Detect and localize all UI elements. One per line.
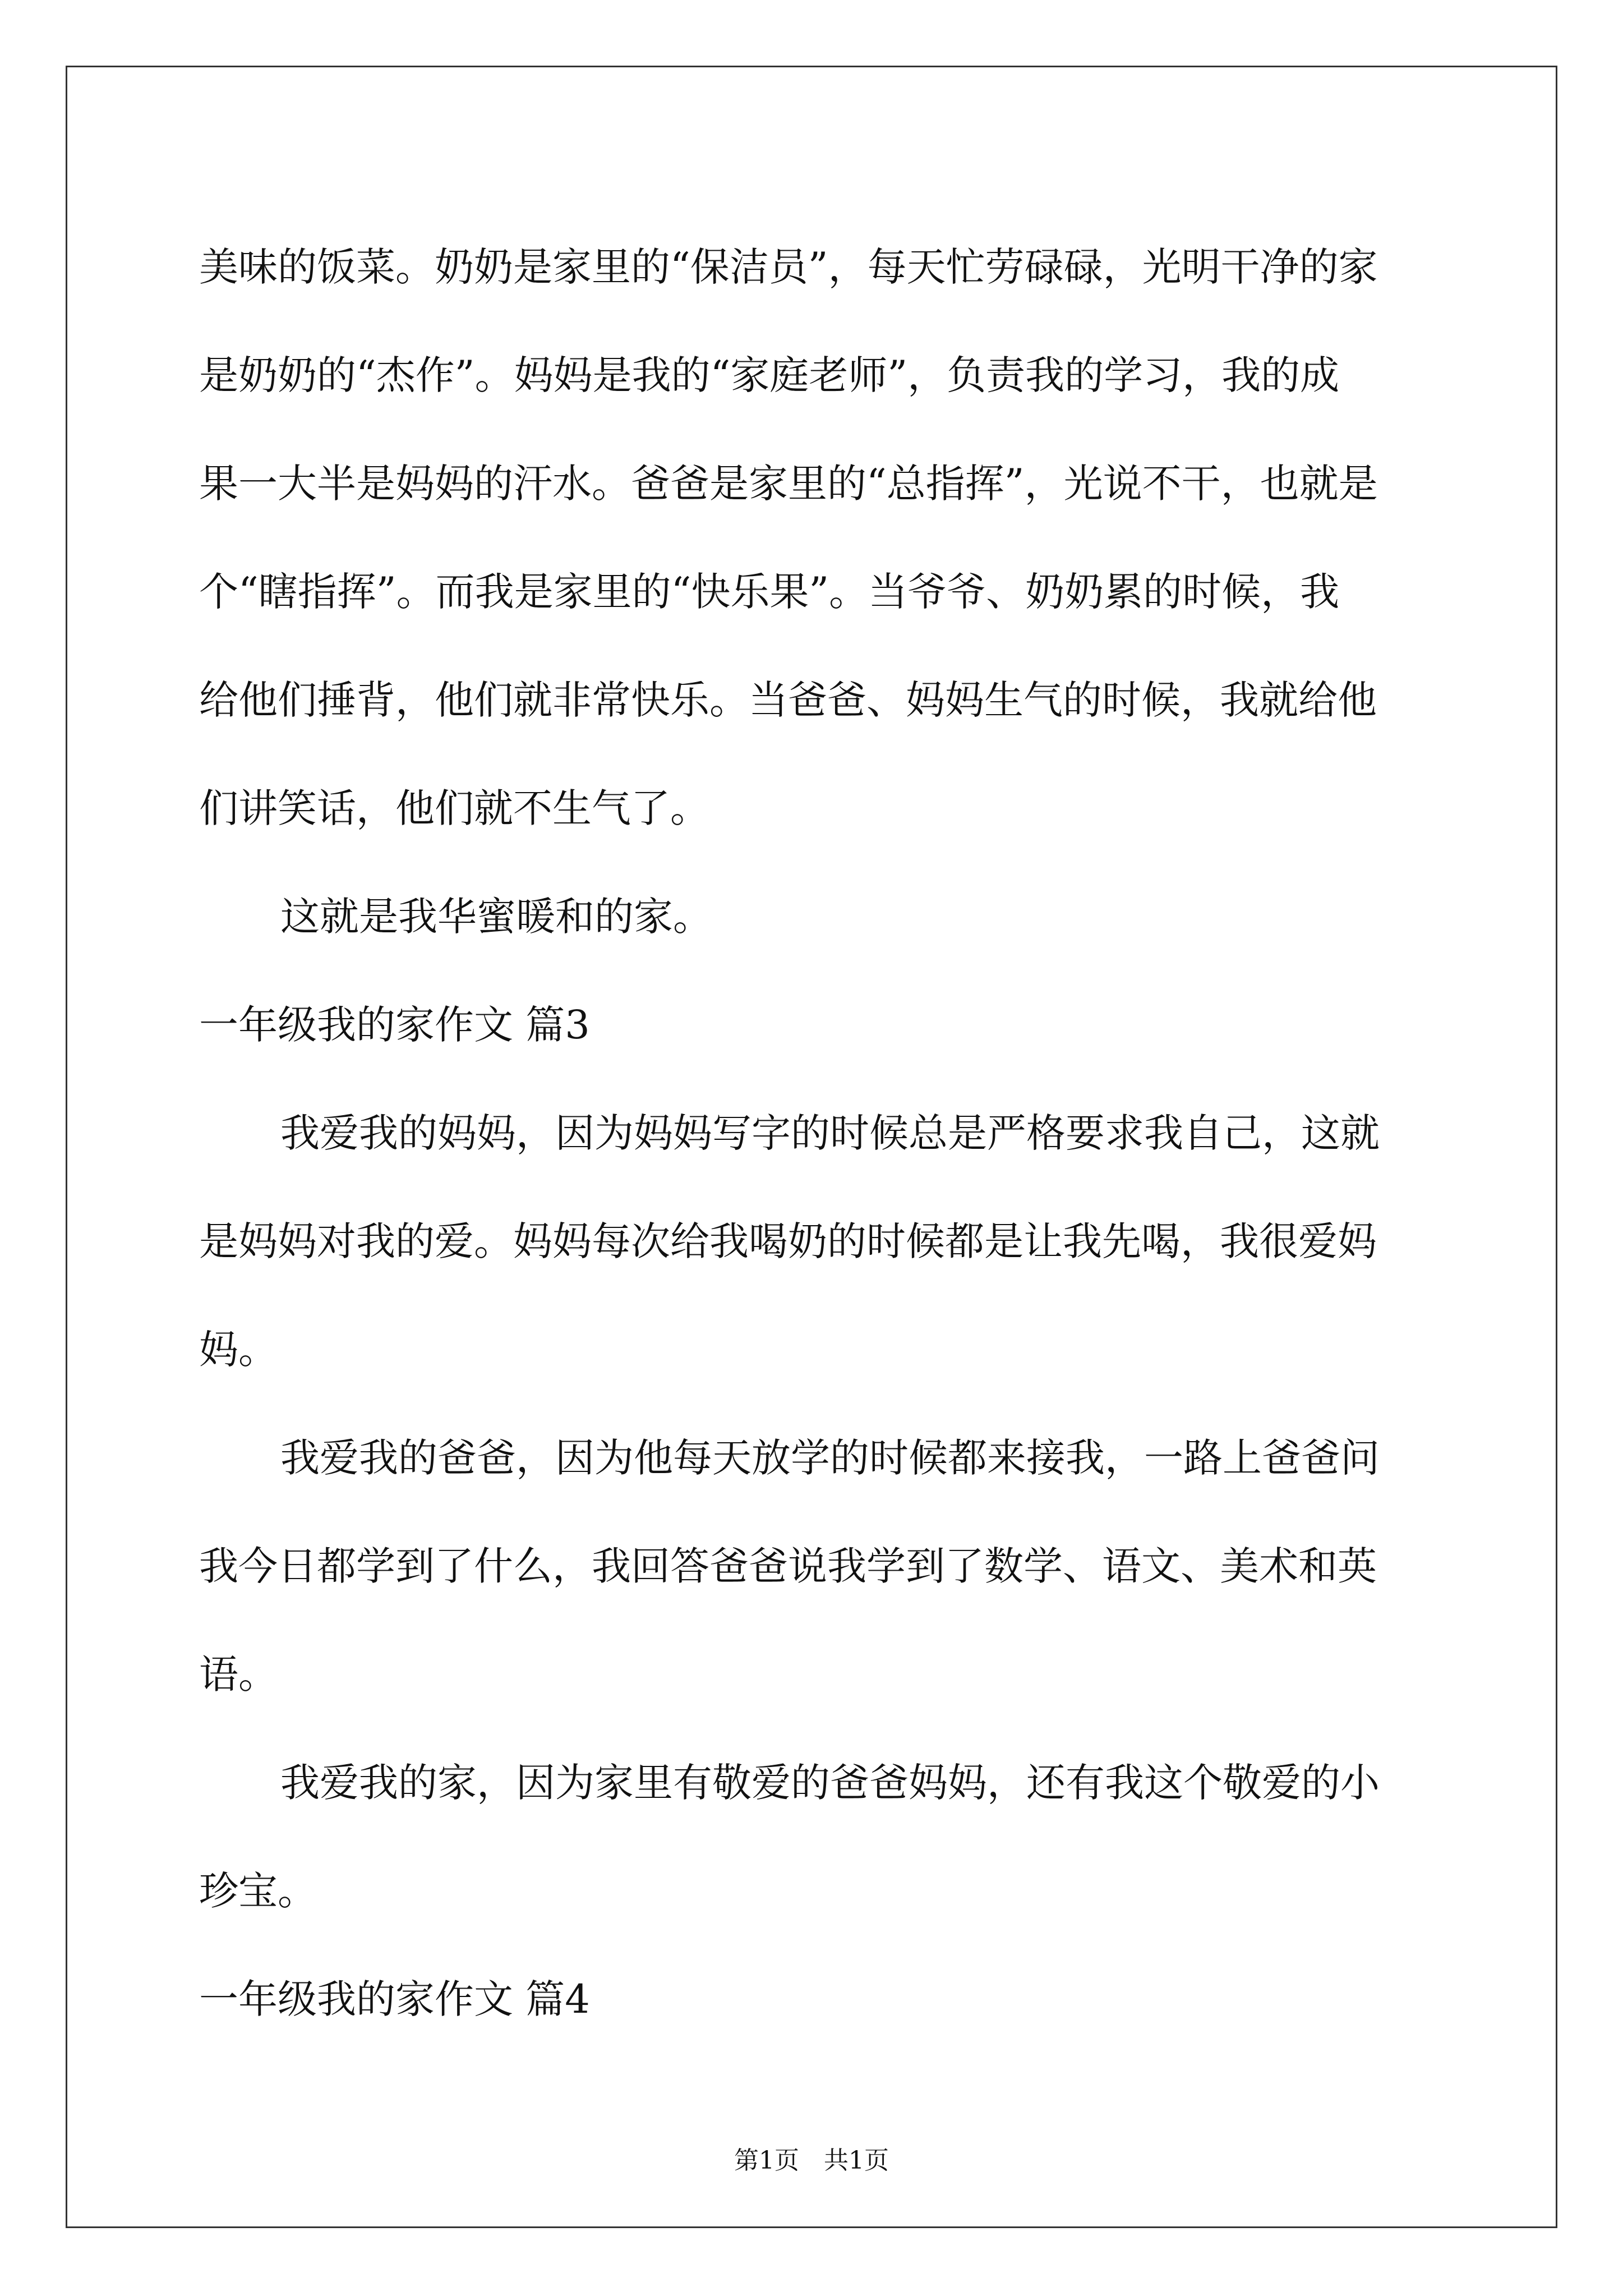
text-line: 是奶奶的“杰作”。妈妈是我的“家庭老师”，负责我的学习，我的成 xyxy=(199,352,1340,398)
text-line: 我爱我的爸爸，因为他每天放学的时候都来接我，一路上爸爸问 xyxy=(280,1435,1380,1481)
text-line: 果一大半是妈妈的汗水。爸爸是家里的“总指挥”，光说不干，也就是 xyxy=(199,461,1378,507)
text-line: 是妈妈对我的爱。妈妈每次给我喝奶的时候都是让我先喝，我很爱妈 xyxy=(199,1218,1377,1264)
text-line: 珍宝。 xyxy=(199,1868,317,1914)
text-line: 这就是我华蜜暖和的家。 xyxy=(280,894,712,940)
text-line: 妈。 xyxy=(199,1327,278,1373)
section-heading: 一年级我的家作文 篇3 xyxy=(199,1002,590,1048)
section-heading: 一年级我的家作文 篇4 xyxy=(199,1976,590,2022)
text-line: 我爱我的妈妈，因为妈妈写字的时候总是严格要求我自己，这就 xyxy=(280,1110,1380,1156)
text-line: 语。 xyxy=(199,1651,278,1697)
text-line: 个“瞎指挥”。而我是家里的“快乐果”。当爷爷、奶奶累的时候，我 xyxy=(199,569,1340,615)
page-footer: 第1页 共1页 xyxy=(734,2146,889,2175)
text-line: 们讲笑话，他们就不生气了。 xyxy=(199,785,709,831)
text-line: 美味的饭菜。奶奶是家里的“保洁员”，每天忙劳碌碌，光明干净的家 xyxy=(199,244,1378,290)
text-line: 我爱我的家，因为家里有敬爱的爸爸妈妈，还有我这个敬爱的小 xyxy=(280,1760,1380,1806)
text-line: 我今日都学到了什么，我回答爸爸说我学到了数学、语文、美术和英 xyxy=(199,1543,1377,1589)
text-line: 给他们捶背，他们就非常快乐。当爸爸、妈妈生气的时候，我就给他 xyxy=(199,677,1377,723)
